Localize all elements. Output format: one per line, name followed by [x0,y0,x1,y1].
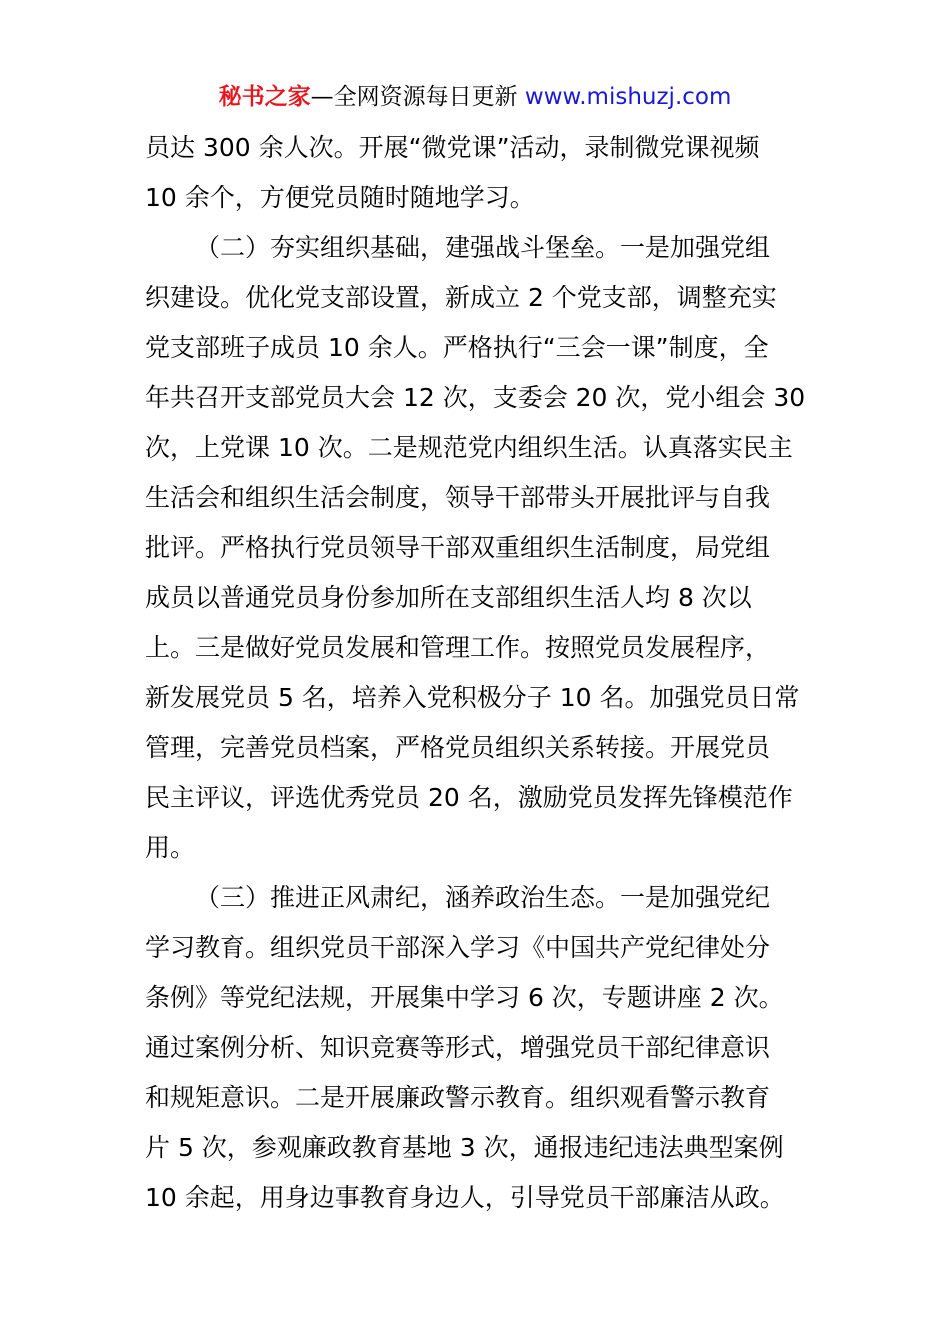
text-line: 党支部班子成员 10 余人。严格执行“三会一课”制度，全 [145,333,769,362]
text-line: 员达 300 余人次。开展“微党课”活动，录制微党课视频 [145,133,760,162]
text-line: 年共召开支部党员大会 12 次，支委会 20 次，党小组会 30 [145,383,806,412]
site-url-link[interactable]: www.mishuzj.com [524,84,732,110]
site-tagline: —全网资源每日更新 [310,84,518,110]
text-line: 上。三是做好党员发展和管理工作。按照党员发展程序， [145,633,771,662]
text-line: 通过案例分析、知识竞赛等形式，增强党员干部纪律意识 [145,1033,771,1062]
text-line: 条例》等党纪法规，开展集中学习 6 次，专题讲座 2 次。 [145,983,784,1012]
section-heading-line: （三）推进正风肃纪，涵养政治生态。一是加强党纪 [195,883,771,912]
site-header [0,80,950,114]
document-body [145,123,815,1223]
text-line: 成员以普通党员身份参加所在支部组织生活人均 8 次以 [145,583,752,612]
text-line: 次，上党课 10 次。二是规范党内组织生活。认真落实民主 [145,433,793,462]
text-line: 织建设。优化党支部设置，新成立 2 个党支部，调整充实 [145,283,777,312]
text-line: 片 5 次，参观廉政教育基地 3 次，通报违纪违法典型案例 [145,1133,784,1162]
text-line: 批评。严格执行党员领导干部双重组织生活制度，局党组 [145,533,771,562]
section-heading-line: （二）夯实组织基础，建强战斗堡垒。一是加强党组 [195,233,771,262]
text-line: 新发展党员 5 名，培养入党积极分子 10 名。加强党员日常 [145,683,800,712]
text-line: 生活会和组织生活会制度，领导干部带头开展批评与自我 [145,483,771,512]
text-line: 10 余个，方便党员随时随地学习。 [145,183,535,212]
text-line: 民主评议，评选优秀党员 20 名，激励党员发挥先锋模范作 [145,783,793,812]
site-brand: 秘书之家 [218,84,311,110]
text-line: 学习教育。组织党员干部深入学习《中国共产党纪律处分 [145,933,771,962]
text-line: 管理，完善党员档案，严格党员组织关系转接。开展党员 [145,733,771,762]
text-line: 和规矩意识。二是开展廉政警示教育。组织观看警示教育 [145,1083,771,1112]
text-line: 10 余起，用身边事教育身边人，引导党员干部廉洁从政。 [145,1183,785,1212]
text-line: 用。 [145,833,196,862]
